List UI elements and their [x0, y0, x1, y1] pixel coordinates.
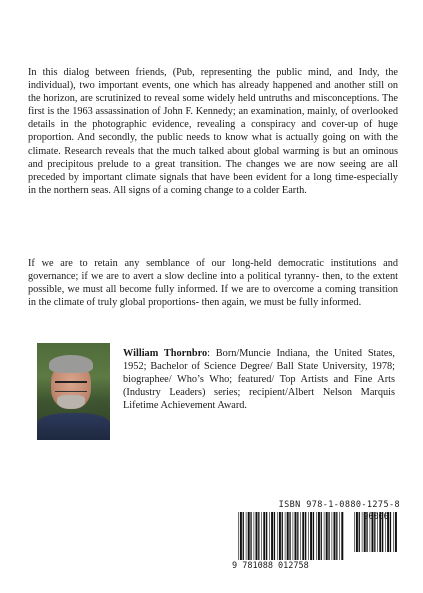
barcode-number: 9 781088 012758	[232, 561, 309, 571]
author-bio-text: : Born/Muncie Indiana, the United States, 1952; Bachelor of Science Degree/ Ball State University, 1978; biographee/ Who’s Who; featured/ Top Artists and Fine Arts (Industry Leaders) series; recipient/Albert Nelson Marquis Lifetime Achievement Award.	[123, 348, 395, 412]
author-name: William Thornbro	[123, 348, 208, 359]
isbn-barcode	[232, 500, 400, 575]
author-bio	[123, 347, 395, 412]
description-paragraph-2: If we are to retain any semblance of our long-held democratic institutions and governance; if we are to avert a slow decline into a political tyranny- then, to the extent possible, we must all become fully informed. If we are to overcome a coming transition in the climate of truly global proportions- then again, we must be fully informed.	[28, 258, 398, 309]
author-photo	[37, 343, 110, 440]
isbn-label: ISBN 978-1-0880-1275-8	[278, 500, 400, 510]
description-paragraph-1: In this dialog between friends, (Pub, representing the public mind, and Indy, the individual), two important events, one which has already happened and another still on the horizon, are scrutinized to reveal some widely held untruths and misconceptions. The first is the 1963 assassination of John F. Kennedy; an examination, mainly, of overlooked details in the photographic evidence, revealing a conspiracy and cover-up of huge proportion. And secondly, the public needs to know what is actually going on with the climate. Research reveals that the much talked about global warming is but an ominous and precipitous prelude to a great transition. The changes we are now seeing are all preceded by important climate signals that have been evident for a long time-especially in the northern seas. All signs of a coming change to a colder Earth.	[28, 67, 398, 196]
barcode-addon-number: 90000	[363, 512, 389, 522]
